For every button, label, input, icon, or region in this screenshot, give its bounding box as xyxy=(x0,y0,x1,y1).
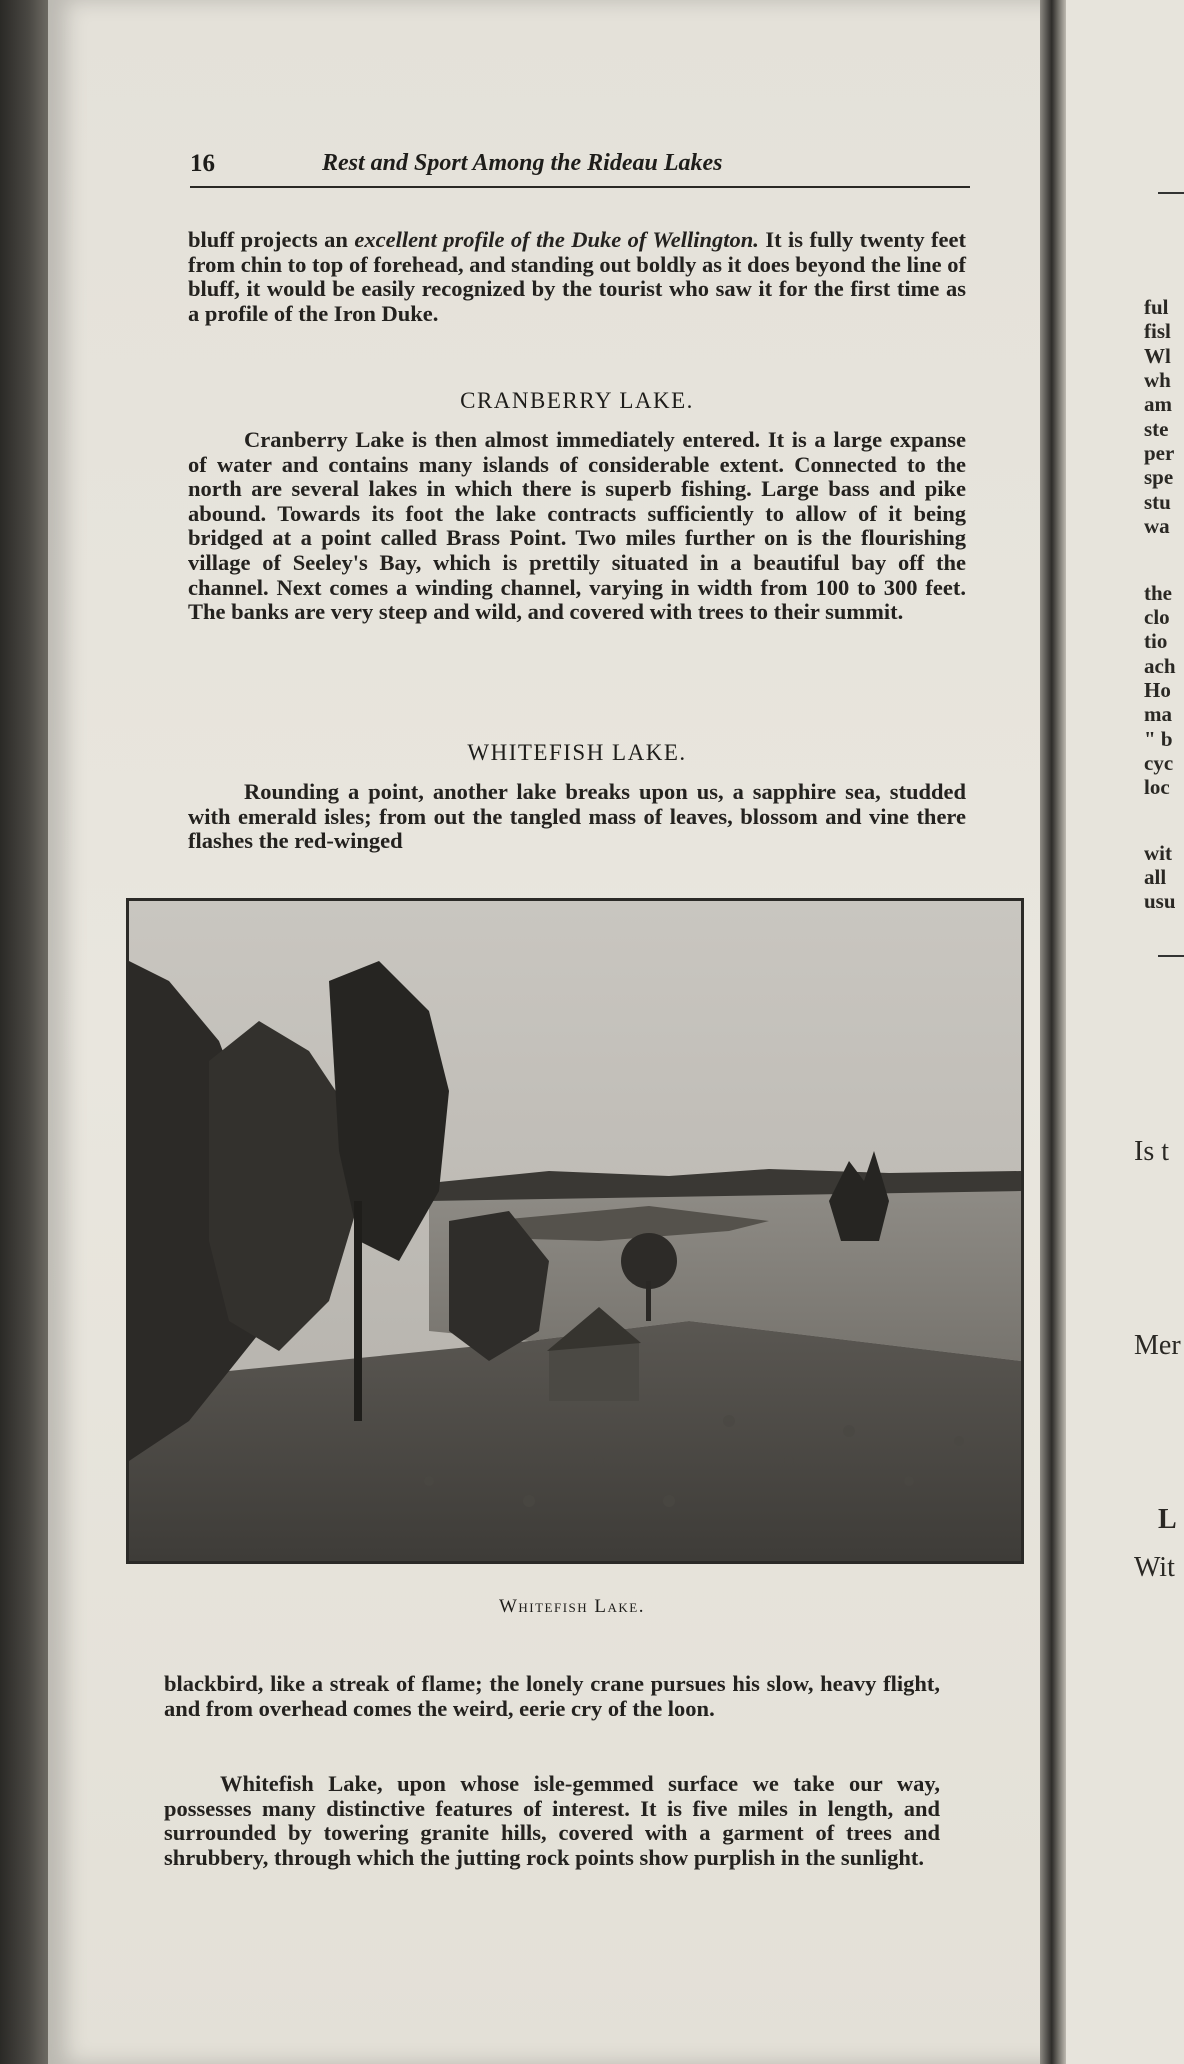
facing-fragment: wa xyxy=(1144,514,1170,538)
facing-fragment: ful xyxy=(1144,295,1169,319)
facing-large-fragment: Mer xyxy=(1134,1330,1181,1361)
intro-italic: excellent profile of the Duke of Wellington. xyxy=(354,227,759,252)
facing-large-fragment: Is t xyxy=(1134,1136,1169,1167)
whitefish-lake-heading: WHITEFISH LAKE. xyxy=(467,740,687,765)
whitefish-paragraph-2 xyxy=(164,1672,940,1721)
facing-fragment: cyc xyxy=(1144,751,1174,775)
facing-fragment: ste xyxy=(1144,417,1169,441)
facing-page xyxy=(1066,0,1184,2064)
facing-fragment: loc xyxy=(1144,775,1170,799)
running-title: Rest and Sport Among the Rideau Lakes xyxy=(322,150,723,176)
facing-fragment: ma xyxy=(1144,702,1172,726)
facing-fragment: per xyxy=(1144,441,1175,465)
facing-page-rule-top xyxy=(1158,192,1184,194)
facing-fragment: spe xyxy=(1144,465,1174,489)
page-number: 16 xyxy=(190,150,215,177)
facing-fragment: wh xyxy=(1144,368,1171,392)
facing-fragment: wit xyxy=(1144,841,1172,865)
facing-fragment: ach xyxy=(1144,654,1176,678)
whitefish-body-1: Rounding a point, another lake breaks upon us, a sapphire sea, studded with emerald isles; from out the tangled mass of leaves, blossom and vine there flashes the red-winged xyxy=(188,779,966,854)
facing-fragment: the xyxy=(1144,581,1172,605)
whitefish-paragraph-1 xyxy=(188,780,966,854)
facing-fragment: all xyxy=(1144,865,1167,889)
facing-fragment: tio xyxy=(1144,629,1168,653)
facing-fragment: Wl xyxy=(1144,344,1171,368)
whitefish-lake-photo xyxy=(126,898,1024,1564)
facing-fragment: clo xyxy=(1144,605,1170,629)
cranberry-paragraph xyxy=(188,428,966,625)
whitefish-body-3: Whitefish Lake, upon whose isle-gemmed surface we take our way, possesses many distinctive features of interest. It is five miles in length, and surrounded by towering granite hills, covered with a garment of trees and shrubbery, through which the jutting rock points show purplish in the sunlight. xyxy=(164,1771,940,1870)
facing-fragment: stu xyxy=(1144,490,1171,514)
lake-landscape-image xyxy=(129,901,1021,1561)
cranberry-body: Cranberry Lake is then almost immediately entered. It is a large expanse of water and contains many islands of considerable extent. Connected to the north are several lakes in which there is superb fishing. Large bass and pike abound. Towards its foot the lake contracts sufficiently to allow of it being bridged at a point called Brass Point. Two miles further on is the flourishing village of Seeley's Bay, which is prettily situated in a beautiful bay off the channel. Next comes a winding channel, varying in width from 100 to 300 feet. The banks are very steep and wild, and covered with trees to their summit. xyxy=(188,427,966,625)
book-spine xyxy=(1040,0,1066,2064)
intro-rest: It is fully twenty feet from chin to top of forehead, and standing out boldly as it does beyond the line of bluff, it would be easily recognized by the tourist who saw it for the first time as a profile of the Iron Duke. xyxy=(188,227,966,326)
facing-fragment: fisl xyxy=(1144,319,1171,343)
whitefish-body-2: blackbird, like a streak of flame; the lonely crane pursues his slow, heavy flight, and from overhead comes the weird, eerie cry of the loon. xyxy=(164,1671,940,1721)
whitefish-paragraph-3 xyxy=(164,1772,940,1870)
cranberry-lake-heading: CRANBERRY LAKE. xyxy=(460,388,694,413)
intro-paragraph xyxy=(188,228,966,326)
page-header xyxy=(190,150,970,188)
facing-large-fragment: L xyxy=(1158,1504,1177,1535)
facing-fragment: Ho xyxy=(1144,678,1171,702)
facing-large-fragment: Wit xyxy=(1134,1552,1175,1583)
facing-page-rule-bottom xyxy=(1158,955,1184,957)
photo-caption: Whitefish Lake. xyxy=(498,1596,646,1617)
facing-fragment: usu xyxy=(1144,889,1176,913)
background-left xyxy=(0,0,48,2064)
facing-fragment: am xyxy=(1144,392,1172,416)
facing-fragment: " b xyxy=(1144,727,1173,751)
intro-prefix: bluff projects an xyxy=(188,227,355,252)
